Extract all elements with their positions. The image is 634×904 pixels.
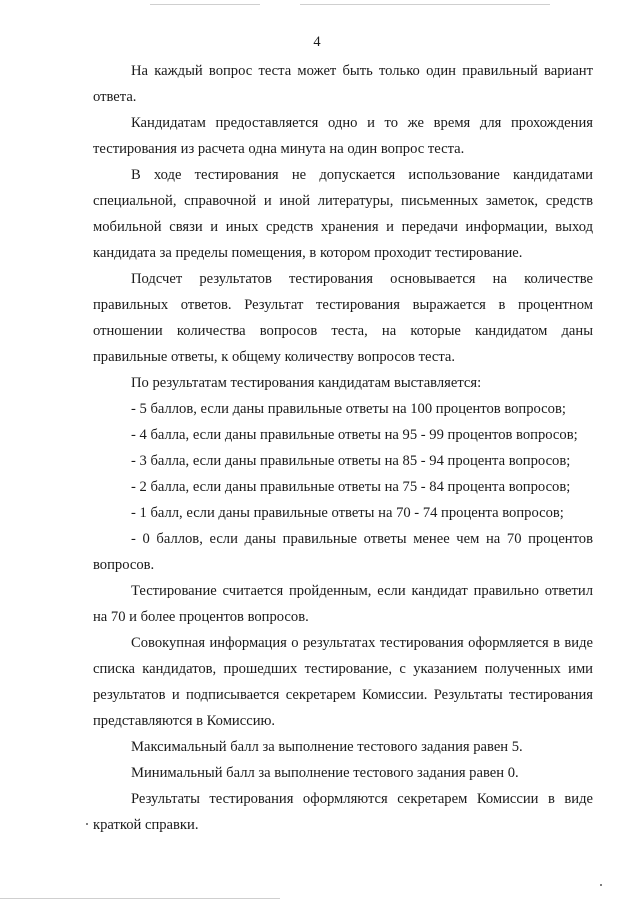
scan-artifact-bottom xyxy=(0,898,280,899)
paragraph: Подсчет результатов тестирования основывается на количестве правильных ответов. Результат тестирования выражается в процентном отношении количества вопросов теста, на которые кандидатом даны правильные ответы, к общему количеству вопросов теста. xyxy=(93,271,593,365)
paragraph: Максимальный балл за выполнение тестового задания равен 5. xyxy=(131,739,523,755)
list-item: - 5 баллов, если даны правильные ответы на 100 процентов вопросов; xyxy=(131,401,566,417)
list-item: - 4 балла, если даны правильные ответы на 95 - 99 процентов вопросов; xyxy=(131,427,578,443)
list-item: - 1 балл, если даны правильные ответы на 70 - 74 процента вопросов; xyxy=(131,505,564,521)
paragraph: Тестирование считается пройденным, если кандидат правильно ответил на 70 и более процентов вопросов. xyxy=(93,583,593,625)
document-body xyxy=(93,58,593,838)
paragraph: На каждый вопрос теста может быть только один правильный вариант ответа. xyxy=(93,63,593,105)
list-item: - 0 баллов, если даны правильные ответы менее чем на 70 процентов вопросов. xyxy=(93,531,593,573)
paragraph: Результаты тестирования оформляются секретарем Комиссии в виде краткой справки. xyxy=(93,791,593,833)
scan-speck xyxy=(86,823,88,825)
scan-artifact-top xyxy=(150,4,260,5)
paragraph: В ходе тестирования не допускается использование кандидатами специальной, справочной и иной литературы, письменных заметок, средств мобильной связи и иных средств хранения и передачи информации, выход кандидата за пределы помещения, в котором проходит тестирование. xyxy=(93,167,593,261)
list-item: - 3 балла, если даны правильные ответы на 85 - 94 процента вопросов; xyxy=(131,453,571,469)
paragraph: Кандидатам предоставляется одно и то же время для прохождения тестирования из расчета одна минута на один вопрос теста. xyxy=(93,115,593,157)
list-item: - 2 балла, если даны правильные ответы на 75 - 84 процента вопросов; xyxy=(131,479,571,495)
scan-artifact-top-right xyxy=(300,4,550,5)
paragraph: Совокупная информация о результатах тестирования оформляется в виде списка кандидатов, прошедших тестирование, с указанием полученных ими результатов и подписывается секретарем Комиссии. Результаты тестирования представляются в Комиссию. xyxy=(93,635,593,729)
paragraph: По результатам тестирования кандидатам выставляется: xyxy=(131,375,482,391)
paragraph: Минимальный балл за выполнение тестового задания равен 0. xyxy=(131,765,519,781)
page-number: 4 xyxy=(313,34,321,50)
scan-speck xyxy=(600,884,602,886)
